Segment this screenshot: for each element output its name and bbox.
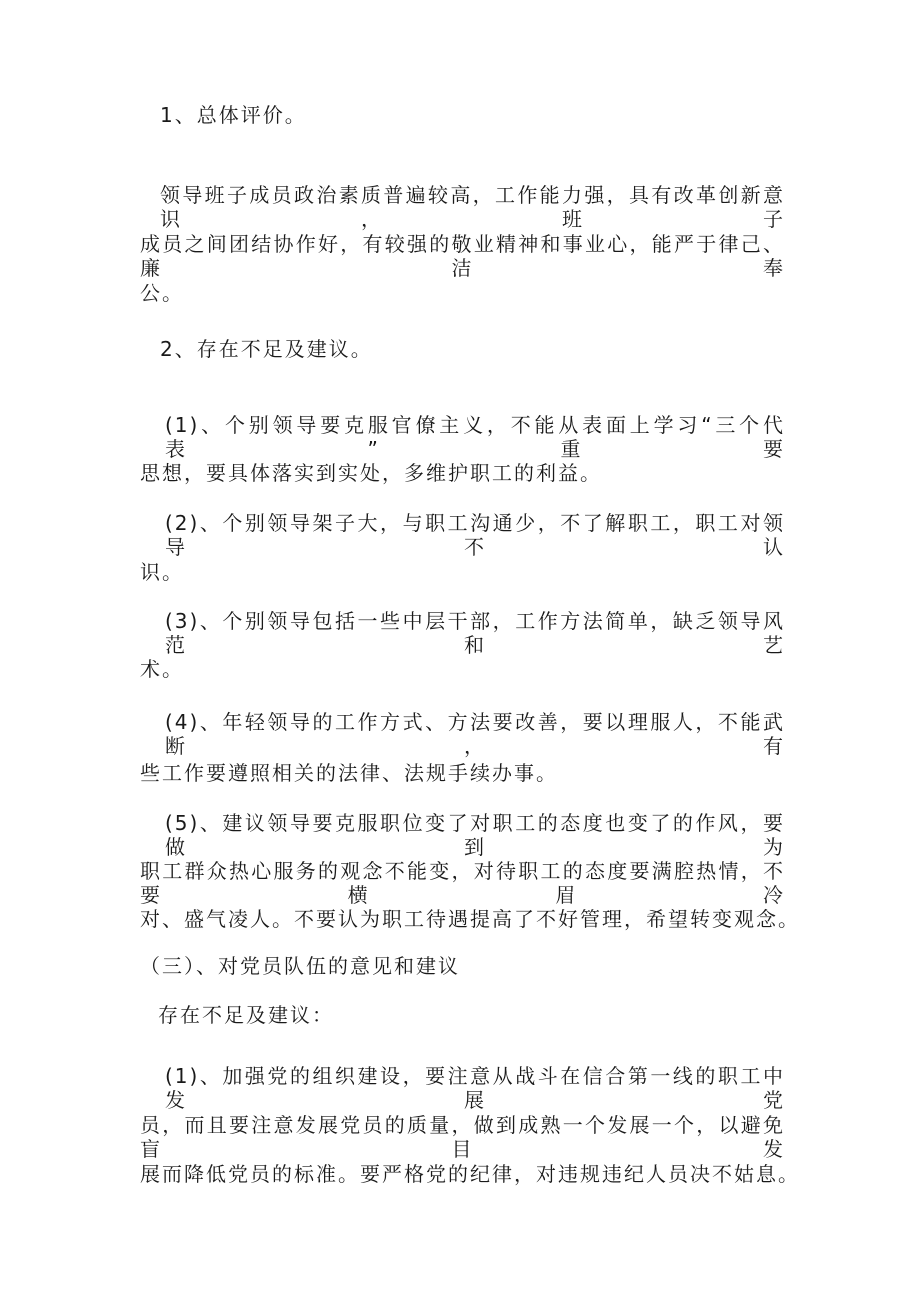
paragraph-line: 领导班子成员政治素质普遍较高，工作能力强，具有改革创新意识，班子 [160,183,785,231]
paragraph-line: (4)、年轻领导的工作方式、方法要改善，要以理服人，不能武断，有 [165,710,785,758]
paragraph-line: 识。 [140,560,184,584]
paragraph-line: (1)、加强党的组织建设，要注意从战斗在信合第一线的职工中发展党 [165,1064,785,1112]
section-heading-party-members: （三）、对党员队伍的意见和建议 [140,954,460,978]
heading-overall-evaluation: 1、总体评价。 [160,103,307,127]
paragraph-line: 公。 [140,281,184,305]
heading-shortcomings: 2、存在不足及建议。 [160,337,373,361]
paragraph-line: 些工作要遵照相关的法律、法规手续办事。 [140,761,558,785]
paragraph-line: (2)、个别领导架子大，与职工沟通少，不了解职工，职工对领导不认 [165,511,785,559]
paragraph-line: 思想，要具体落实到实处，多维护职工的利益。 [140,461,602,485]
subheading-shortcomings: 存在不足及建议： [158,1003,334,1027]
paragraph-line: (3)、个别领导包括一些中层干部，工作方法简单，缺乏领导风范和艺 [165,609,785,657]
paragraph-line: 员，而且要注意发展党员的质量，做到成熟一个发展一个，以避免盲目发 [140,1113,785,1161]
paragraph-line: 展而降低党员的标准。要严格党的纪律，对违规违纪人员决不姑息。 [140,1162,800,1186]
paragraph-line: (5)、建议领导要克服职位变了对职工的态度也变了的作风，要做到为 [165,811,785,859]
paragraph-line: 对、盛气凌人。不要认为职工待遇提高了不好管理，希望转变观念。 [140,907,800,931]
paragraph-line: 术。 [140,657,184,681]
paragraph-line: 成员之间团结协作好，有较强的敬业精神和事业心，能严于律己、廉洁奉 [140,232,785,280]
paragraph-line: 职工群众热心服务的观念不能变，对待职工的态度要满腔热情，不要横眉冷 [140,859,785,907]
paragraph-line: (1)、个别领导要克服官僚主义，不能从表面上学习“三个代表”重要 [165,413,785,461]
